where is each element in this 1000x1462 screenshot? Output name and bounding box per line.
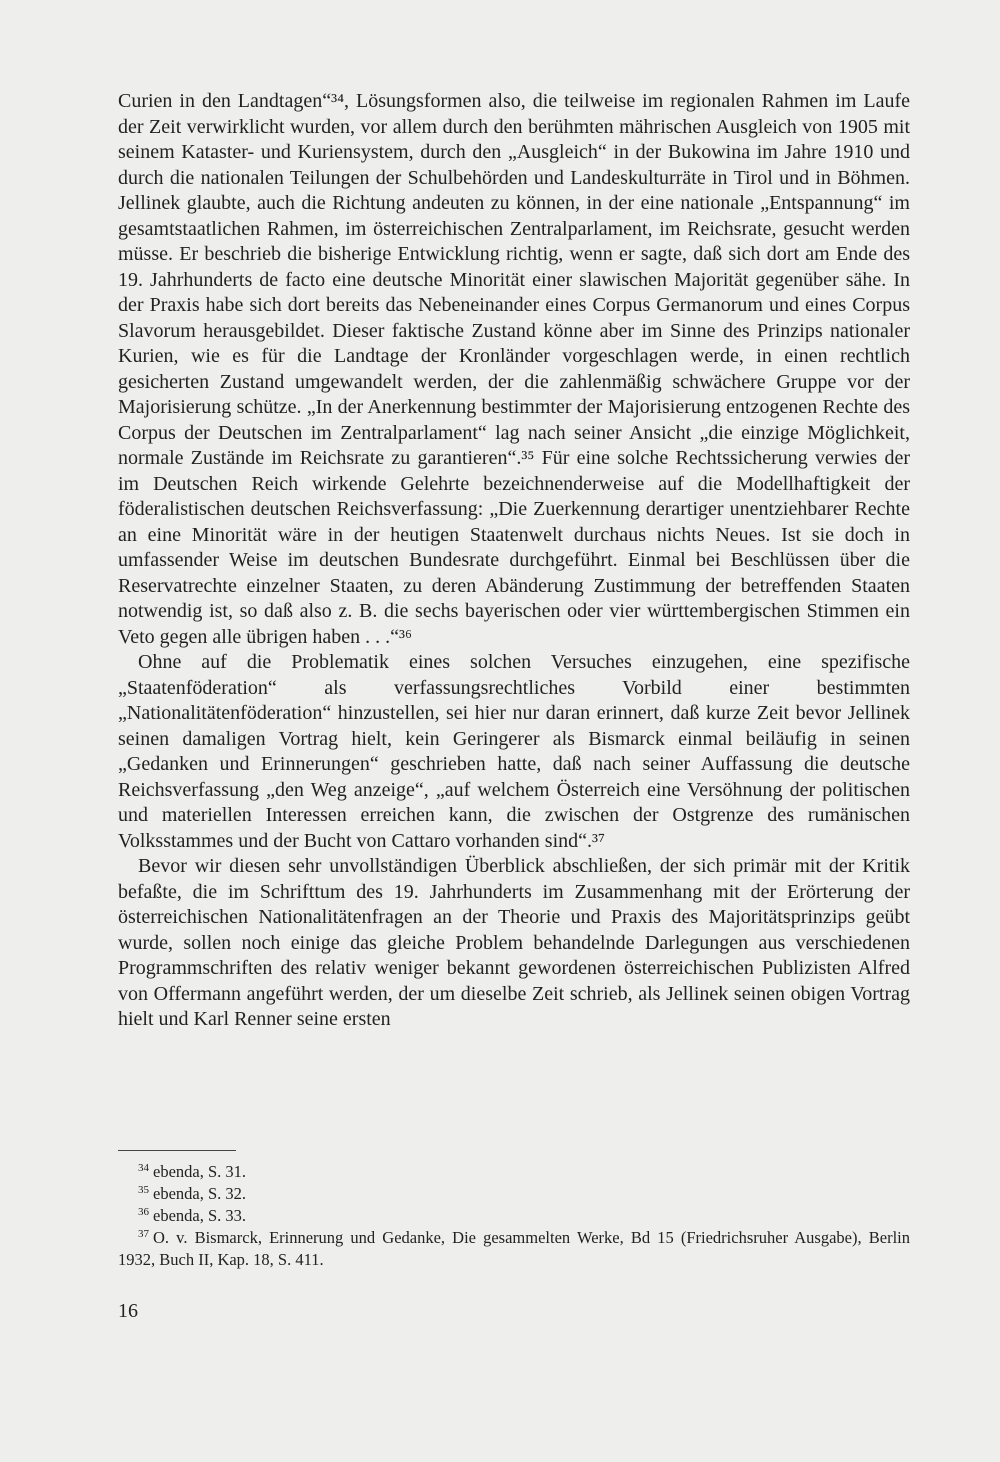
footnote-text: O. v. Bismarck, Erinnerung und Gedanke, Die gesammelten Werke, Bd 15 (Friedrichsruher Ausgabe), Berlin 1932, Buch II, Kap. 18, S. 411. bbox=[118, 1228, 910, 1269]
footnotes bbox=[118, 1161, 910, 1271]
footnote bbox=[118, 1227, 910, 1271]
footnote-text: ebenda, S. 32. bbox=[153, 1184, 247, 1203]
paragraph: Curien in den Landtagen“³⁴, Lösungsformen also, die teilweise im regionalen Rahmen im Laufe der Zeit verwirklicht wurden, vor allem durch den berühmten mährischen Ausgleich von 1905 mit seinem Kataster- und Kuriensystem, durch den „Ausgleich“ in der Bukowina im Jahre 1910 und durch die nationalen Teilungen der Schulbehörden und Landeskulturräte in Tirol und in Böhmen. Jellinek glaubte, auch die Richtung andeuten zu können, in der eine nationale „Entspannung“ im gesamtstaatlichen Rahmen, im österreichischen Zentralparlament, im Reichsrate, gesucht werden müsse. Er beschrieb die bisherige Entwicklung richtig, wenn er sagte, daß sich dort am Ende des 19. Jahrhunderts de facto eine deutsche Minorität einer slawischen Majorität gegenüber sähe. In der Praxis habe sich dort bereits das Nebeneinander eines Corpus Germanorum und eines Corpus Slavorum herausgebildet. Dieser faktische Zustand könne aber im Sinne des Prinzips nationaler Kurien, wie es für die Landtage der Kronländer vorgeschlagen werde, in einen rechtlich gesicherten Zustand umgewandelt werden, der die zahlenmäßig schwächere Gruppe vor der Majorisierung schütze. „In der Anerkennung bestimmter der Majorisierung entzogenen Rechte des Corpus der Deutschen im Zentralparlament“ lag nach seiner Ansicht „die einzige Möglichkeit, normale Zustände im Reichsrate zu garantieren“.³⁵ Für eine solche Rechtssicherung verwies der im Deutschen Reich wirkende Gelehrte bezeichnenderweise auf die Modellhaftigkeit der föderalistischen deutschen Reichsverfassung: „Die Zuerkennung derartiger unentziehbarer Rechte an eine Minorität wäre in der heutigen Staatenwelt durchaus nichts Neues. Ist sie doch in umfassender Weise im deutschen Bundesrate durchgeführt. Einmal bei Beschlüssen über die Reservatrechte einzelner Staaten, zu deren Abänderung Zustimmung der betreffenden Staaten notwendig ist, so daß also z. B. die sechs bayerischen oder vier württembergischen Stimmen ein Veto gegen alle übrigen haben . . .“³⁶ bbox=[118, 90, 910, 648]
main-text bbox=[118, 89, 910, 1033]
footnote bbox=[118, 1183, 910, 1205]
footnote-number: 34 bbox=[138, 1161, 149, 1174]
page-number: 16 bbox=[118, 1300, 138, 1322]
footnote bbox=[118, 1161, 910, 1183]
paragraph: Ohne auf die Problematik eines solchen Versuches einzugehen, eine spezifische „Staatenföderation“ als verfassungsrechtliches Vorbild einer bestimmten „Nationalitätenföderation“ hinzustellen, sei hier nur daran erinnert, daß kurze Zeit bevor Jellinek seinen damaligen Vortrag hielt, kein Geringerer als Bismarck einmal beiläufig in seinen „Gedanken und Erinnerungen“ geschrieben hatte, daß nach seiner Auffassung die deutsche Reichsverfassung „den Weg anzeige“, „auf welchem Österreich eine Versöhnung der politischen und materiellen Interessen erreichen kann, die zwischen der Ostgrenze des rumänischen Volksstammes und der Bucht von Cattaro vorhanden sind“.³⁷ bbox=[118, 651, 910, 852]
footnote-text: ebenda, S. 31. bbox=[153, 1162, 247, 1181]
footnote-divider bbox=[118, 1150, 236, 1151]
footnote-number: 36 bbox=[138, 1205, 149, 1218]
footnote bbox=[118, 1205, 910, 1227]
footnote-number: 37 bbox=[138, 1227, 149, 1240]
paragraph: Bevor wir diesen sehr unvollständigen Überblick abschließen, der sich primär mit der Kritik befaßte, die im Schrifttum des 19. Jahrhunderts im Zusammenhang mit der Erörterung der österreichischen Nationalitätenfragen an der Theorie und Praxis des Majoritätsprinzips geübt wurde, sollen noch einige das gleiche Problem behandelnde Darlegungen aus verschiedenen Programmschriften des relativ weniger bekannt gewordenen österreichischen Publizisten Alfred von Offermann angeführt werden, der um dieselbe Zeit schrieb, als Jellinek seinen obigen Vortrag hielt und Karl Renner seine ersten bbox=[118, 855, 910, 1030]
footnote-text: ebenda, S. 33. bbox=[153, 1206, 247, 1225]
footnote-number: 35 bbox=[138, 1183, 149, 1196]
